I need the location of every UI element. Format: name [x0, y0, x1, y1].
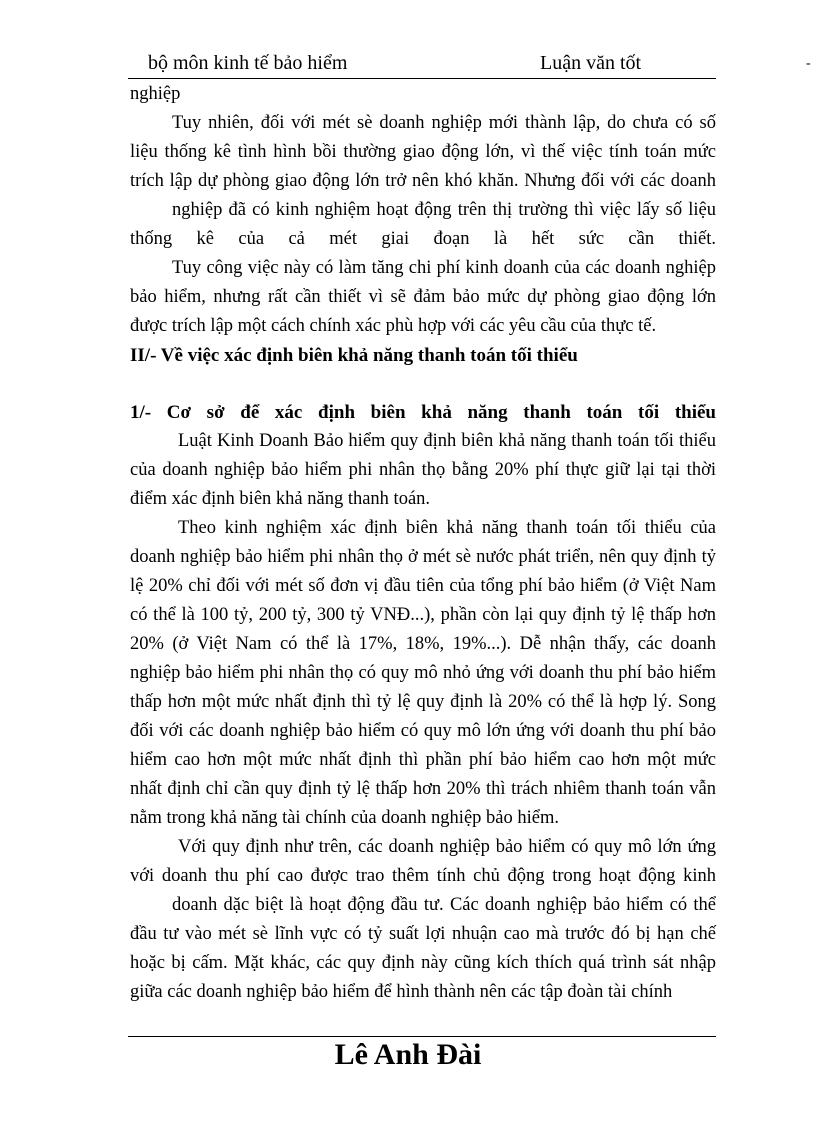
footer-author: Lê Anh Đài: [334, 1038, 482, 1071]
text-line: Luật Kinh Doanh Bảo hiểm quy định biên khả năng thanh toán tối thiểu: [178, 431, 716, 451]
text-line: Theo kinh nghiệm xác định biên khả năng thanh toán tối thiểu của: [178, 518, 716, 538]
text-line: lệ 20% chỉ đối với mét số đơn vị đầu tiên của tổng phí bảo hiểm (ở Việt Nam: [130, 576, 716, 596]
text-line: thống kê của cả mét giai đoạn là hết sức cần thiết.: [130, 229, 716, 249]
text-line: đối với các doanh nghiệp bảo hiểm có quy mô lớn ứng với doanh thu phí bảo: [130, 721, 716, 741]
corner-mark: -: [806, 56, 811, 71]
text-line: có thể là 100 tỷ, 200 tỷ, 300 tỷ VNĐ...), phần còn lại quy định tỷ lệ thấp hơn: [130, 605, 716, 625]
text-line: Tuy công việc này có làm tăng chi phí kinh doanh của các doanh nghiệp: [172, 258, 716, 278]
text-line: với doanh thu phí cao được trao thêm tính chủ động trong hoạt động kinh: [130, 866, 716, 886]
text-line: đầu tư vào mét sè lĩnh vực có tỷ suất lợi nhuận cao mà trước đó bị hạn chế: [130, 924, 716, 944]
document-body: [130, 80, 716, 1007]
header-department: bộ môn kinh tế bảo hiểm: [148, 52, 348, 74]
text-line: điểm xác định biên khả năng thanh toán.: [130, 489, 431, 509]
text-line: được trích lập một cách chính xác phù hợp với các yêu cầu của thực tế.: [130, 316, 657, 336]
text-line: doanh nghiệp bảo hiểm phi nhân thọ ở mét sè nước phát triển, nên quy định tỷ: [130, 547, 716, 567]
text-line: Tuy nhiên, đối với mét sè doanh nghiệp mới thành lập, do chưa có số: [172, 113, 716, 133]
text-line: giữa các doanh nghiệp bảo hiểm để hình thành nên các tập đoàn tài chính: [130, 982, 673, 1002]
page-header: [128, 52, 716, 79]
footer-rule: [128, 1036, 716, 1037]
text-line: hoặc bị cấm. Mặt khác, các quy định này cũng kích thích quá trình sát nhập: [130, 953, 716, 973]
text-line: Với quy định như trên, các doanh nghiệp bảo hiểm có quy mô lớn ứng: [178, 837, 716, 857]
text-line: liệu thống kê tình hình bồi thường giao động lớn, vì thế việc tính toán mức: [130, 142, 716, 162]
section-heading: II/- Về việc xác định biên khả năng thanh toán tối thiểu: [130, 345, 578, 366]
text-line: 20% (ở Việt Nam có thể là 17%, 18%, 19%...). Dễ nhận thấy, các doanh: [130, 634, 716, 654]
header-thesis-title: Luận văn tốt: [540, 52, 642, 74]
text-line: nằm trong khả năng tài chính của doanh nghiệp bảo hiểm.: [130, 808, 559, 828]
text-line: nhất định chỉ cần quy định tỷ lệ thấp hơn 20% thì trách nhiêm thanh toán vẫn: [130, 779, 716, 799]
text-line: doanh dặc biệt là hoạt động đầu tư. Các doanh nghiệp bảo hiểm có thể: [172, 895, 716, 915]
subsection-heading: 1/- Cơ sở để xác định biên khả năng thanh toán tối thiểu: [130, 402, 716, 423]
text-line: thấp hơn một mức nhất định thì tỷ lệ quy định là 20% có thể là hợp lý. Song: [130, 692, 716, 712]
text-line: nghiệp đã có kinh nghiệm hoạt động trên thị trường thì việc lấy số liệu: [172, 200, 716, 220]
text-line: nghiệp: [130, 84, 181, 104]
text-line: bảo hiểm, nhưng rất cần thiết vì sẽ đảm bảo mức dự phòng giao động lớn: [130, 287, 716, 307]
text-line: nghiệp bảo hiểm phi nhân thọ có quy mô nhỏ ứng với doanh thu phí bảo hiểm: [130, 663, 716, 683]
text-line: của doanh nghiệp bảo hiểm phi nhân thọ bằng 20% phí thực giữ lại tại thời: [130, 460, 716, 480]
text-line: hiểm cao hơn một mức nhất định thì phần phí bảo hiểm cao hơn một mức: [130, 750, 716, 770]
text-line: trích lập dự phòng giao động lớn trở nên khó khăn. Nhưng đối với các doanh: [130, 171, 716, 191]
